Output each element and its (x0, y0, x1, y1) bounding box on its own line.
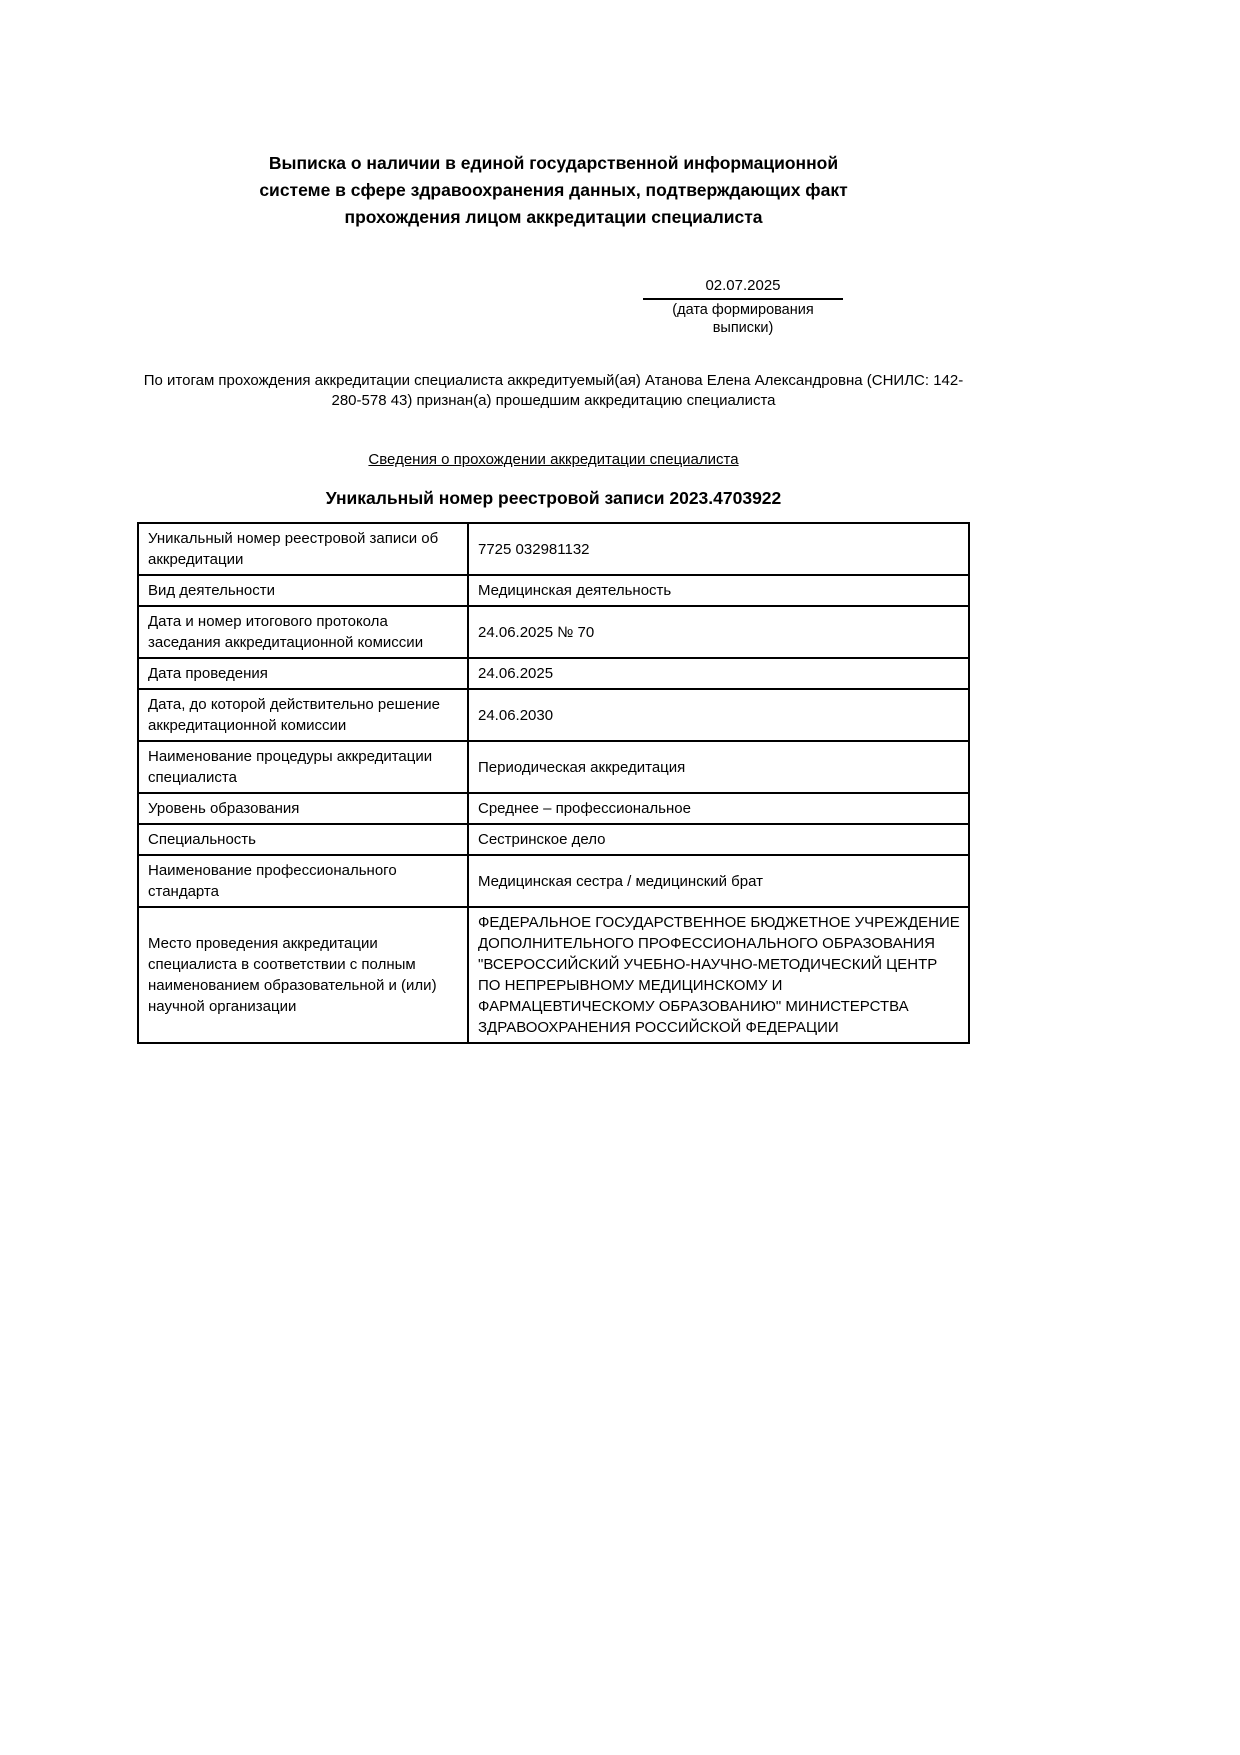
table-row (138, 523, 969, 575)
row-value: 24.06.2025 (468, 658, 969, 689)
row-label: Наименование профессионального стандарта (138, 855, 468, 907)
document-content (137, 0, 970, 1044)
table-row (138, 575, 969, 606)
row-value: Периодическая аккредитация (468, 741, 969, 793)
formation-date-value: 02.07.2025 (643, 277, 843, 300)
row-label: Уникальный номер реестровой записи об аккредитации (138, 523, 468, 575)
row-label: Дата, до которой действительно решение аккредитационной комиссии (138, 689, 468, 741)
document-title-line-1: Выписка о наличии в единой государственной информационной (268, 153, 839, 173)
row-value: Медицинская сестра / медицинский брат (468, 855, 969, 907)
document-title-line-3: прохождения лицом аккредитации специалиста (344, 207, 763, 227)
table-row (138, 689, 969, 741)
table-row (138, 741, 969, 793)
table-row (138, 606, 969, 658)
row-label: Дата и номер итогового протокола заседания аккредитационной комиссии (138, 606, 468, 658)
table-row (138, 793, 969, 824)
row-value: Медицинская деятельность (468, 575, 969, 606)
row-value: Сестринское дело (468, 824, 969, 855)
intro-paragraph: По итогам прохождения аккредитации специалиста аккредитуемый(ая) Атанова Елена Александровна (СНИЛС: 142-280-578 43) признан(а) прошедшим аккредитацию специалиста (143, 372, 964, 409)
formation-date-block (643, 277, 843, 337)
row-label: Вид деятельности (138, 575, 468, 606)
row-label: Место проведения аккредитации специалиста в соответствии с полным наименованием образовательной и (или) научной организации (138, 907, 468, 1043)
formation-date-caption: (дата формирования выписки) (672, 302, 814, 336)
table-row (138, 907, 969, 1043)
registry-number-heading: Уникальный номер реестровой записи 2023.4703922 (325, 488, 782, 508)
table-row (138, 855, 969, 907)
section-heading: Сведения о прохождении аккредитации специалиста (368, 451, 739, 468)
table-row (138, 824, 969, 855)
row-label: Специальность (138, 824, 468, 855)
accreditation-table (137, 522, 970, 1044)
row-value: 24.06.2030 (468, 689, 969, 741)
document-title-line-2: системе в сфере здравоохранения данных, подтверждающих факт (259, 180, 848, 200)
row-value: Среднее – профессиональное (468, 793, 969, 824)
document-title (137, 150, 970, 231)
row-label: Наименование процедуры аккредитации специалиста (138, 741, 468, 793)
row-value: 7725 032981132 (468, 523, 969, 575)
row-value: 24.06.2025 № 70 (468, 606, 969, 658)
row-label: Дата проведения (138, 658, 468, 689)
table-row (138, 658, 969, 689)
row-label: Уровень образования (138, 793, 468, 824)
row-value: ФЕДЕРАЛЬНОЕ ГОСУДАРСТВЕННОЕ БЮДЖЕТНОЕ УЧРЕЖДЕНИЕ ДОПОЛНИТЕЛЬНОГО ПРОФЕССИОНАЛЬНОГО ОБРАЗОВАНИЯ "ВСЕРОССИЙСКИЙ УЧЕБНО-НАУЧНО-МЕТОДИЧЕСКИЙ ЦЕНТР ПО НЕПРЕРЫВНОМУ МЕДИЦИНСКОМУ И ФАРМАЦЕВТИЧЕСКОМУ ОБРАЗОВАНИЮ" МИНИСТЕРСТВА ЗДРАВООХРАНЕНИЯ РОССИЙСКОЙ ФЕДЕРАЦИИ (468, 907, 969, 1043)
